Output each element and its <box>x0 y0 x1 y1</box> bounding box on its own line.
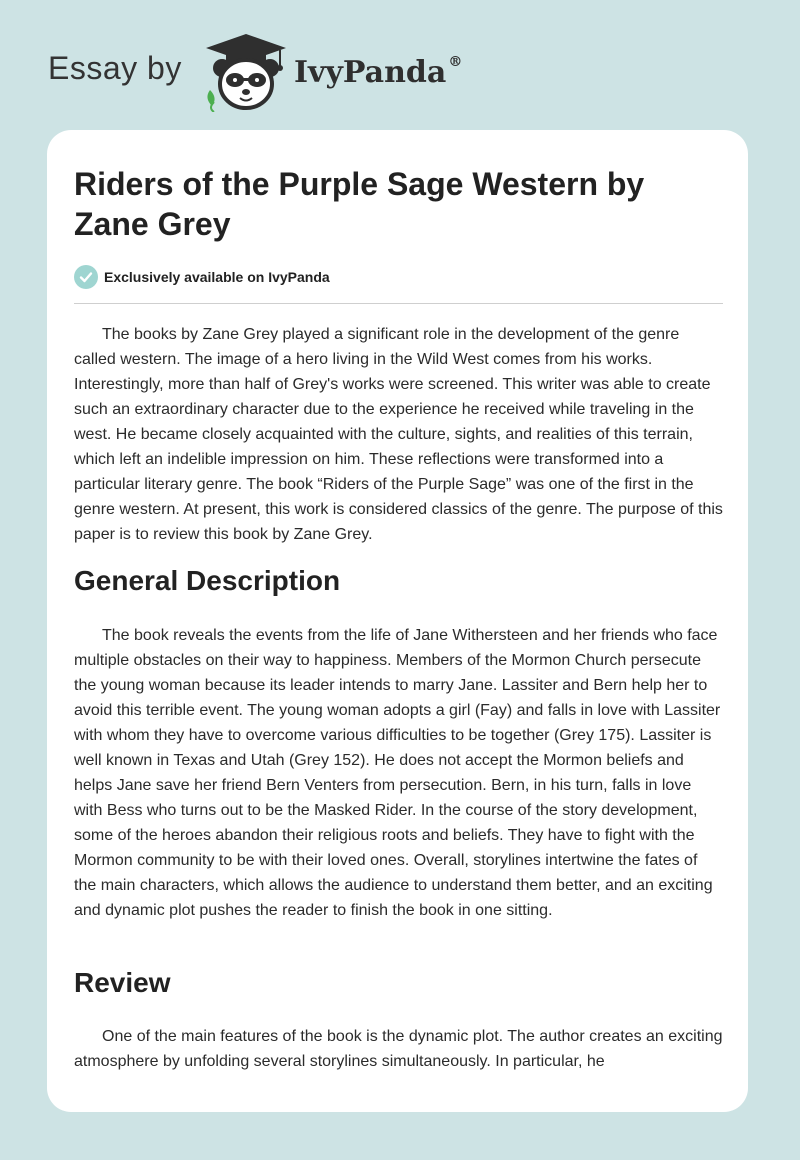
panda-logo-icon[interactable] <box>200 32 292 112</box>
section-heading-review: Review <box>74 967 171 998</box>
section-heading-general-description: General Description <box>74 565 341 596</box>
essay-card <box>47 130 748 1112</box>
essay-by-label: Essay by <box>48 50 182 86</box>
title-divider <box>74 303 723 304</box>
review-paragraph: One of the main features of the book is the dynamic plot. The author creates an exciting atmosphere by unfolding several storylines simultaneously. In particular, he <box>74 1028 723 1070</box>
essay-title: Riders of the Purple Sage Western by Zane Grey <box>74 166 645 242</box>
site-header <box>0 0 800 130</box>
intro-paragraph: The books by Zane Grey played a significant role in the development of the genre called western. The image of a hero living in the Wild West comes from his works. Interestingly, more than half of Grey's works were screened. This writer was able to create such an extraordinary character due to the experience he received while traveling in the west. He became closely acquainted with the culture, sights, and realities of this terrain, which left an indelible impression on him. These reflections were transformed into a particular literary genre. The book “Riders of the Purple Sage” was one of the first in the genre western. At present, this work is considered classics of the genre. The purpose of this paper is to review this book by Zane Grey. <box>74 326 723 543</box>
exclusive-badge <box>74 264 330 290</box>
exclusive-label: Exclusively available on IvyPanda <box>104 269 330 285</box>
check-icon <box>74 265 98 289</box>
general-description-paragraph: The book reveals the events from the life of Jane Withersteen and her friends who face multiple obstacles on their way to happiness. Members of the Mormon Church persecute the young woman because its leader intends to marry Jane. Lassiter and Bern help her to avoid this terrible event. The young woman adopts a girl (Fay) and falls in love with Lassiter with whom they have to overcome various difficulties to be together (Grey 175). Lassiter is well known in Texas and Utah (Grey 152). He does not accept the Mormon beliefs and helps Jane save her friend Bern Venters from persecution. Bern, in his turn, falls in love with Bess who turns out to be the Masked Rider. In the course of the story development, some of the heroes abandon their religious roots and beliefs. They have to fight with the Mormon community to be with their loved ones. Overall, storylines intertwine the fates of the main characters, which allows the audience to understand them better, and an exciting and dynamic plot pushes the reader to finish the book in one sitting. <box>74 627 721 919</box>
brand-name[interactable]: IvyPanda ® <box>294 54 463 90</box>
